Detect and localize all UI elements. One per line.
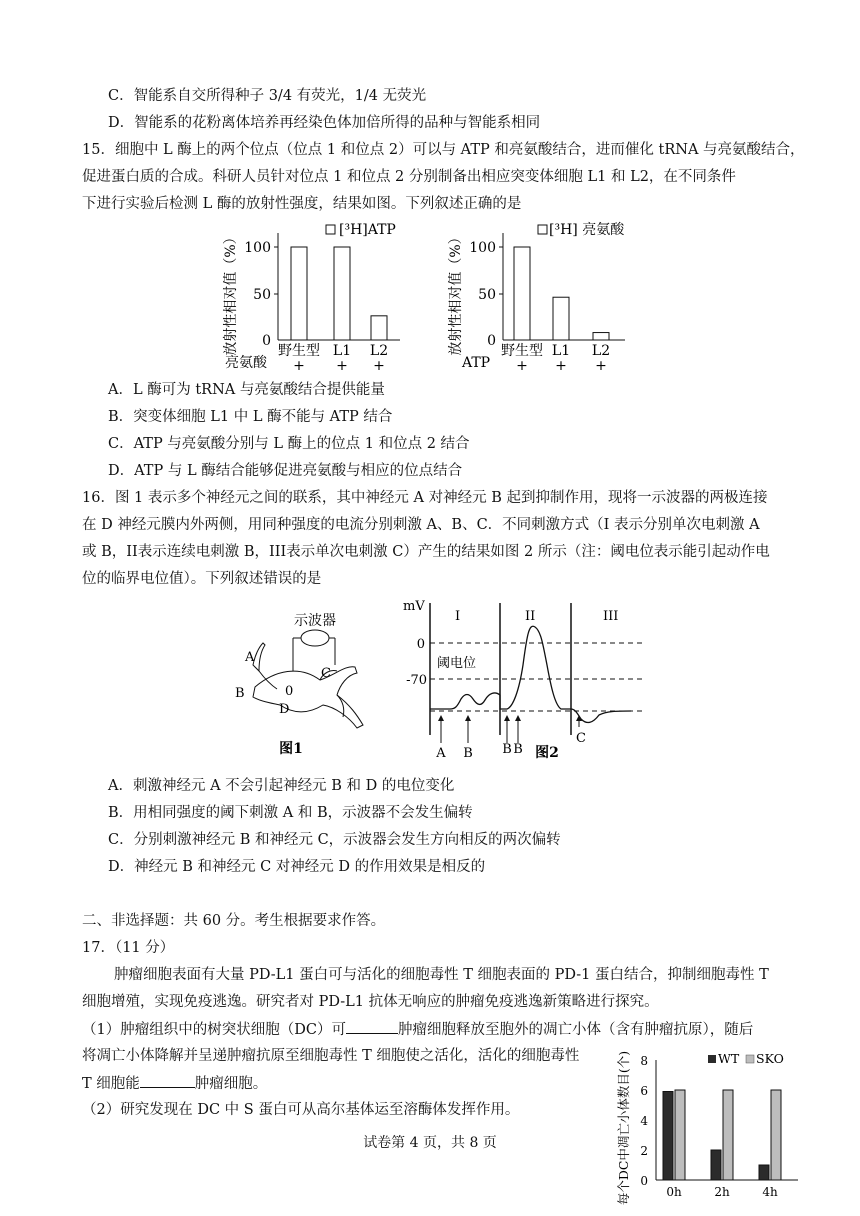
chart-a-cat-2: L2 [369, 343, 389, 359]
q17-bar-wt-0 [663, 1092, 673, 1181]
chart-b-cond-0: + [516, 358, 528, 374]
chart-b-bar-2 [593, 333, 609, 340]
q15-stem-line1: 15．细胞中 L 酶上的两个位点（位点 1 和位点 2）可以与 ATP 和亮氨酸结合，进而催化 tRNA 与亮氨酸结合， [82, 142, 805, 158]
chart-b-cond-2: + [595, 358, 607, 374]
q16-stem-line3: 或 B，II表示连续电刺激 B，III表示单次电刺激 C）产生的结果如图 2 所示（注：阈电位表示能引起动作电 [82, 544, 770, 560]
chart-b-legend-swatch [538, 225, 547, 234]
q15-option-d: D．ATP 与 L 酶结合能够促进亮氨酸与相应的位点结合 [108, 463, 463, 479]
q17-part1-text-b: 肿瘤细胞释放至胞外的凋亡小体（含有肿瘤抗原），随后 [397, 1022, 754, 1038]
q14-option-d: D．智能系的花粉离体培养再经染色体加倍所得的品种与智能系相同 [108, 115, 541, 131]
q16-stem-line1: 16．图 1 表示多个神经元之间的联系，其中神经元 A 对神经元 B 起到抑制作用，现将一示波器的两极连接 [82, 490, 768, 506]
chart-a-ylabel: 放射性相对值（%） [223, 230, 239, 356]
chart-a-cond-2: + [373, 358, 385, 374]
legend-sko-swatch [746, 1055, 754, 1063]
q15-stem-line2: 促进蛋白质的合成。科研人员针对位点 1 和位点 2 分别制备出相应突变体细胞 L1 和 L2，在不同条件 [82, 169, 736, 185]
q17-para-line2: 细胞增殖，实现免疫逃逸。研究者对 PD-L1 抗体无响应的肿瘤免疫逃逸新策略进行探究。 [82, 994, 659, 1010]
chart-b-cat-0: 野生型 [501, 343, 543, 359]
chart-b-condition-label: ATP [462, 355, 491, 371]
label-d: D [279, 702, 290, 717]
q17-part1-text-a: （1）肿瘤组织中的树突状细胞（DC）可 [82, 1022, 346, 1038]
phase-1-label: I [455, 609, 461, 624]
legend-wt-swatch [708, 1055, 716, 1063]
section-heading: 二、非选择题：共 60 分。考生根据要求作答。 [82, 913, 386, 929]
q17-ytick-4: 4 [640, 1114, 648, 1128]
label-zero: 0 [285, 684, 294, 699]
q17-chart [610, 1038, 800, 1216]
q16-option-a: A．刺激神经元 A 不会引起神经元 B 和 D 的电位变化 [108, 778, 455, 794]
q17-part1-text-e: 肿瘤细胞。 [194, 1076, 268, 1092]
figure2-caption: 图2 [535, 745, 559, 761]
q15-option-b: B．突变体细胞 L1 中 L 酶不能与 ATP 结合 [108, 409, 393, 425]
chart-a-ytick-50: 50 [253, 287, 271, 303]
stim-c: C [576, 731, 586, 746]
oscilloscope-icon [301, 630, 329, 646]
chart-b-bar-1 [553, 297, 569, 340]
chart-b-legend: [³H] 亮氨酸 [549, 222, 625, 238]
page-footer: 试卷第 4 页，共 8 页 [363, 1135, 497, 1151]
q16-figure2 [395, 595, 660, 765]
q17-cat-0h: 0h [666, 1185, 682, 1199]
q17-para-line1: 肿瘤细胞表面有大量 PD-L1 蛋白可与活化的细胞毒性 T 细胞表面的 PD-1 蛋白结合，抑制细胞毒性 T [114, 967, 769, 983]
stim-b3: B [513, 742, 523, 757]
q15-option-c: C．ATP 与亮氨酸分别与 L 酶上的位点 1 和位点 2 结合 [108, 436, 470, 452]
q17-ytick-2: 2 [640, 1144, 648, 1158]
chart-a-bar-1 [334, 247, 350, 340]
chart-b-ylabel: 放射性相对值（%） [448, 230, 464, 356]
q17-part1-text-d: T 细胞能 [82, 1076, 140, 1092]
chart-b-bar-0 [514, 247, 530, 340]
q15-chart-atp [222, 222, 400, 374]
chart-b-ytick-0: 0 [487, 333, 496, 349]
chart-b-ytick-50: 50 [478, 287, 496, 303]
neuron-d-body [253, 667, 363, 728]
q17-bar-sko-0 [675, 1090, 685, 1180]
chart-a-legend: [³H]ATP [339, 222, 396, 238]
stim-b: B [463, 746, 473, 761]
q15-stem-line3: 下进行实验后检测 L 酶的放射性强度，结果如图。下列叙述正确的是 [82, 196, 522, 212]
chart-a-ytick-0: 0 [262, 333, 271, 349]
chart-a-bar-0 [291, 247, 307, 340]
q17-part1-line1 [82, 1019, 753, 1040]
chart-b-ytick-100: 100 [469, 240, 496, 256]
q17-ytick-6: 6 [640, 1084, 648, 1098]
fig2-zero: 0 [416, 637, 425, 652]
q17-ytick-0: 0 [640, 1174, 648, 1188]
label-c: C [321, 666, 331, 681]
q15-figure [215, 215, 645, 375]
neuron-a-terminal [253, 643, 265, 671]
q16-stem-line4: 位的临界电位值）。下列叙述错误的是 [82, 571, 322, 587]
q17-blank-1 [346, 1019, 398, 1034]
q17-cat-2h: 2h [714, 1185, 730, 1199]
q17-part2-line1: （2）研究发现在 DC 中 S 蛋白可从高尔基体运至溶酶体发挥作用。 [82, 1102, 520, 1118]
q16-stem-line2: 在 D 神经元膜内外两侧，用同种强度的电流分别刺激 A、B、C．不同刺激方式（I 表示分别单次电刺激 A [82, 517, 760, 533]
label-a: A [245, 650, 255, 665]
chart-a-legend-swatch [326, 225, 335, 234]
threshold-label: 阈电位 [437, 656, 477, 671]
q17-part1-line3 [82, 1073, 267, 1094]
chart-b-cond-1: + [555, 358, 567, 374]
q14-option-c: C．智能系自交所得种子 3/4 有荧光，1/4 无荧光 [108, 88, 427, 104]
chart-a-ytick-100: 100 [244, 240, 271, 256]
chart-a-condition-label: 亮氨酸 [225, 355, 267, 371]
legend-sko: SKO [756, 1051, 784, 1066]
q15-chart-leucine [447, 222, 625, 374]
legend-wt: WT [718, 1051, 740, 1066]
q17-cat-4h: 4h [762, 1185, 778, 1199]
q16-figure1 [225, 605, 385, 765]
chart-b-cat-1: L1 [551, 343, 571, 359]
figure1-caption: 图1 [279, 741, 303, 757]
q17-bar-sko-1 [723, 1090, 733, 1180]
q17-bar-sko-2 [771, 1090, 781, 1180]
q17-bar-wt-1 [711, 1150, 721, 1180]
oscilloscope-label: 示波器 [294, 613, 336, 629]
fig2-neg70: -70 [406, 673, 427, 688]
q16-option-d: D．神经元 B 和神经元 C 对神经元 D 的作用效果是相反的 [108, 859, 486, 875]
q15-option-a: A．L 酶可为 tRNA 与亮氨酸结合提供能量 [108, 382, 385, 398]
q17-blank-2 [140, 1073, 195, 1088]
chart-b-cat-2: L2 [591, 343, 611, 359]
chart-a-cat-1: L1 [332, 343, 352, 359]
stim-a: A [436, 746, 446, 761]
label-b: B [235, 686, 245, 701]
stim-b2: B [502, 742, 512, 757]
phase-2-label: II [525, 609, 536, 624]
q16-option-b: B．用相同强度的阈下刺激 A 和 B，示波器不会发生偏转 [108, 805, 473, 821]
chart-a-cat-0: 野生型 [278, 343, 320, 359]
q17-ytick-8: 8 [640, 1054, 648, 1068]
chart-a-cond-1: + [336, 358, 348, 374]
fig2-unit: mV [403, 599, 425, 614]
potential-trace [430, 626, 631, 722]
q17-part1-line2: 将凋亡小体降解并呈递肿瘤抗原至细胞毒性 T 细胞使之活化，活化的细胞毒性 [82, 1048, 580, 1064]
q17-chart-ylabel: 每个DC中凋亡小体数目(个) [616, 1050, 631, 1206]
chart-a-bar-2 [371, 316, 387, 340]
phase-3-label: III [603, 609, 619, 624]
q16-option-c: C．分别刺激神经元 B 和神经元 C，示波器会发生方向相反的两次偏转 [108, 832, 561, 848]
chart-a-cond-0: + [293, 358, 305, 374]
q17-bar-wt-2 [759, 1165, 769, 1180]
q17-title: 17．（11 分） [82, 940, 175, 956]
